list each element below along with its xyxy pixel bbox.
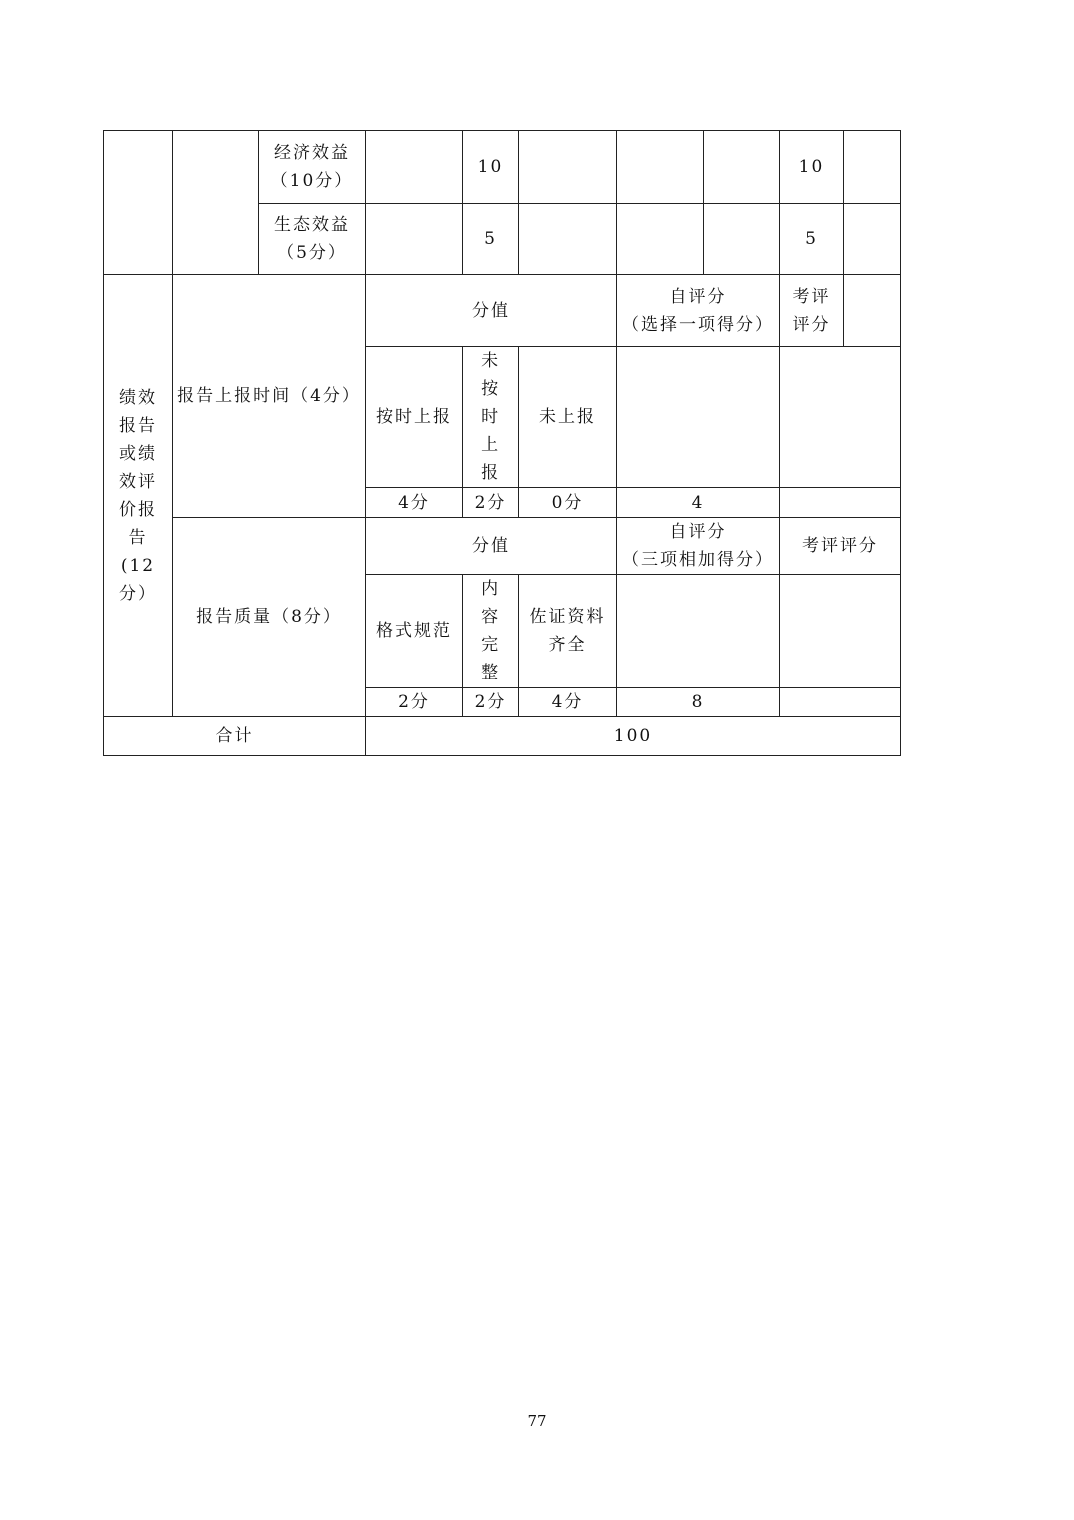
ecological-benefit-label: 生态效益 （5分） [259,204,366,275]
quality-title: 报告质量（8分） [173,518,366,717]
timing-option: 未上报 [519,347,617,488]
quality-option: 佐证资料齐全 [519,575,617,688]
quality-self-score-header: 自评分 （三项相加得分） [617,518,780,575]
total-label: 合计 [104,717,366,756]
timing-points: 4分 [366,488,463,518]
economic-benefit-label: 经济效益 （10分） [259,131,366,204]
report-section-title: 绩效报告或绩效评价报告(12分） [104,275,173,717]
page-number: 77 [527,1412,547,1430]
timing-self-score-header: 自评分 （选择一项得分） [617,275,780,347]
economic-benefit-review: 10 [780,131,844,204]
quality-option: 格式规范 [366,575,463,688]
quality-self-score: 8 [617,688,780,717]
timing-option: 按时上报 [366,347,463,488]
quality-review-header: 考评评分 [780,518,901,575]
timing-points: 2分 [463,488,519,518]
timing-title: 报告上报时间（4分） [173,275,366,518]
blank-cell [173,131,259,275]
economic-benefit-value: 10 [463,131,519,204]
timing-self-score: 4 [617,488,780,518]
quality-option: 内容完整 [463,575,519,688]
timing-option: 未按时上报 [463,347,519,488]
ecological-benefit-value: 5 [463,204,519,275]
ecological-benefit-review: 5 [780,204,844,275]
total-value: 100 [366,717,901,756]
timing-review-header: 考评评分 [780,275,844,347]
timing-score-header: 分值 [366,275,617,347]
quality-points: 2分 [463,688,519,717]
evaluation-table [103,130,901,756]
quality-score-header: 分值 [366,518,617,575]
blank-cell [104,131,173,275]
timing-points: 0分 [519,488,617,518]
quality-points: 2分 [366,688,463,717]
quality-points: 4分 [519,688,617,717]
